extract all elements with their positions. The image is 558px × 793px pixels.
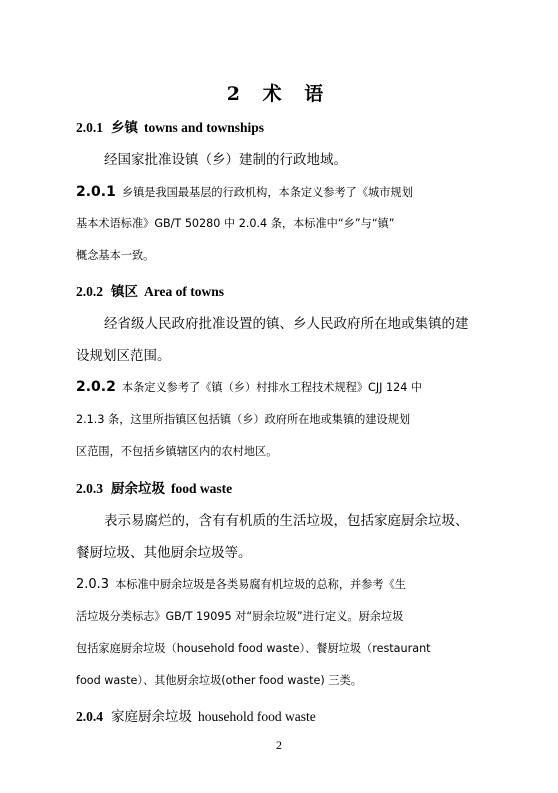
term-explanation-line: 包括家庭厨余垃圾（household food waste）、餐厨垃圾（restaurant [76,642,431,655]
term-explanation-line [76,378,482,397]
term-explanation-line: 2.1.3 条，这里所指镇区包括镇（乡）政府所在地或集镇的建设规划 [76,413,411,426]
term-heading [76,283,482,301]
term-number: 2.0.4 [76,709,103,724]
term-name-cn: 乡镇 [111,120,138,135]
explanation-text: 本标准中厨余垃圾是各类易腐有机垃圾的总称，并参考《生 [115,578,406,591]
term-explanation-line [76,183,482,202]
term-definition: 设规划区范围。 [76,348,171,364]
term-name-en: towns and townships [144,120,265,135]
term-definition: 经省级人民政府批准设置的镇、乡人民政府所在地或集镇的建 [104,316,469,332]
term-explanation-line [76,576,482,594]
term-name-en: household food waste [198,709,316,724]
term-explanation-line: food waste）、其他厨余垃圾(other food waste) 三类。 [76,674,362,687]
term-explanation-line: 区范围，不包括乡镇辖区内的农村地区。 [76,445,278,458]
term-explanation-line: 概念基本一致。 [76,249,155,262]
term-heading [76,119,482,137]
explanation-number: 2.0.2 [76,379,116,395]
explanation-text: 本条定义参考了《镇（乡）村排水工程技术规程》CJJ 124 中 [121,381,423,394]
term-number: 2.0.3 [76,481,103,496]
term-definition: 表示易腐烂的，含有有机质的生活垃圾，包括家庭厨余垃圾、 [104,513,469,529]
term-number: 2.0.2 [76,284,103,299]
explanation-number: 2.0.1 [76,184,116,200]
term-name-cn: 镇区 [111,284,138,299]
term-name-en: food waste [171,481,233,496]
term-name-cn: 家庭厨余垃圾 [111,709,192,724]
explanation-number: 2.0.3 [76,577,110,592]
term-definition: 餐厨垃圾、其他厨余垃圾等。 [76,545,252,561]
term-definition: 经国家批准设镇（乡）建制的行政地域。 [104,152,347,168]
term-name-en: Area of towns [144,284,224,299]
term-heading [76,480,482,498]
term-name-cn: 厨余垃圾 [111,481,165,496]
term-number: 2.0.1 [76,120,103,135]
explanation-text: 乡镇是我国最基层的行政机构，本条定义参考了《城市规划 [121,186,413,199]
term-explanation-line: 基本术语标准》GB/T 50280 中 2.0.4 条，本标准中“乡”与“镇” [76,217,395,230]
chapter-title: 2 术 语 [226,83,332,105]
term-explanation-line: 活垃圾分类标志》GB/T 19095 对“厨余垃圾”进行定义。厨余垃圾 [76,610,404,623]
page-number: 2 [276,738,282,752]
term-heading [76,708,482,726]
